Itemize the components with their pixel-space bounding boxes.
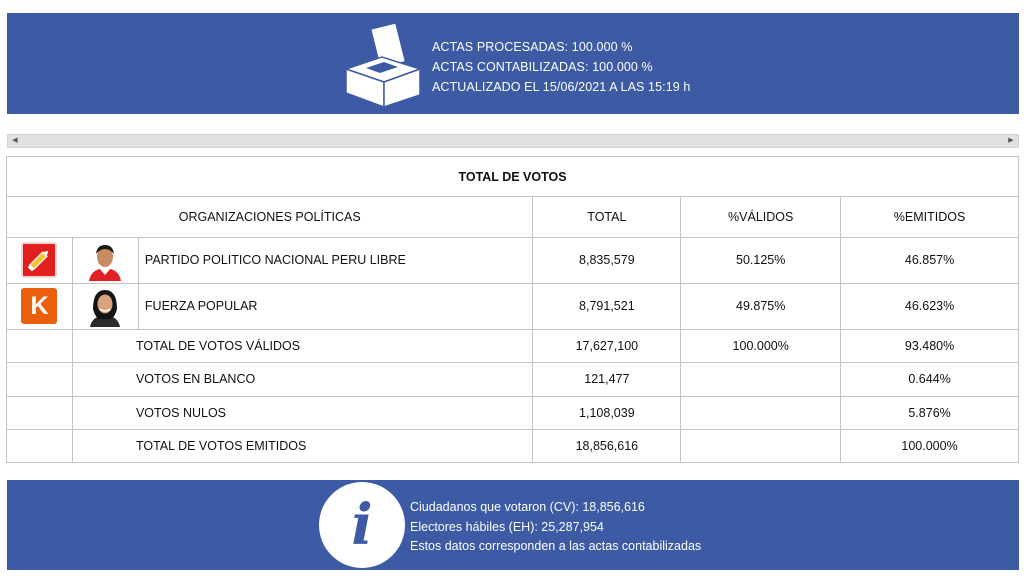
summary-pct-emitidos: 100.000% — [841, 429, 1019, 462]
ciudadanos-votaron: Ciudadanos que votaron (CV): 18,856,616 — [410, 500, 645, 514]
party-logo-cell — [7, 237, 73, 283]
summary-pct-emitidos: 5.876% — [841, 396, 1019, 429]
table-row — [7, 237, 1019, 283]
party-name: PARTIDO POLITICO NACIONAL PERU LIBRE — [138, 237, 533, 283]
triangle-left-icon[interactable]: ◀ — [12, 137, 18, 144]
party-pct-validos: 49.875% — [681, 283, 841, 329]
bottom-banner — [7, 480, 1019, 570]
horizontal-scrollbar[interactable] — [7, 134, 1019, 148]
candidate-photo-icon — [85, 239, 125, 281]
table-title: TOTAL DE VOTOS — [7, 157, 1019, 197]
empty-logo-cell — [7, 429, 73, 462]
table-header-row — [7, 197, 1019, 237]
electores-habiles: Electores hábiles (EH): 25,287,954 — [410, 519, 604, 534]
datos-nota: Estos datos corresponden a las actas contabilizadas — [410, 539, 702, 553]
summary-total: 1,108,039 — [533, 396, 681, 429]
party-logo-cell — [7, 283, 73, 329]
table-row — [7, 396, 1019, 429]
empty-logo-cell — [7, 396, 73, 429]
summary-label: TOTAL DE VOTOS EMITIDOS — [72, 429, 532, 462]
party-pct-emitidos: 46.857% — [841, 237, 1019, 283]
summary-label: VOTOS NULOS — [72, 396, 532, 429]
results-table — [6, 156, 1019, 463]
actualizado-timestamp: ACTUALIZADO EL 15/06/2021 A LAS 15:19 h — [432, 80, 691, 94]
actas-contabilizadas: ACTAS CONTABILIZADAS: 100.000 % — [432, 60, 653, 74]
table-row — [7, 283, 1019, 329]
summary-label: TOTAL DE VOTOS VÁLIDOS — [72, 330, 532, 363]
col-header-emitidos: %EMITIDOS — [841, 197, 1019, 237]
actas-procesadas: ACTAS PROCESADAS: 100.000 % — [432, 40, 633, 54]
ballot-box-icon — [340, 21, 426, 109]
summary-pct-validos: 100.000% — [681, 330, 841, 363]
candidate-photo-icon — [85, 285, 125, 327]
top-banner — [7, 13, 1019, 114]
table-row — [7, 429, 1019, 462]
banner-status-text — [432, 37, 690, 97]
table-title-row — [7, 157, 1019, 197]
table-row — [7, 363, 1019, 396]
triangle-right-icon[interactable]: ▶ — [1008, 137, 1014, 144]
col-header-organizaciones: ORGANIZACIONES POLÍTICAS — [7, 197, 533, 237]
party-pct-emitidos: 46.623% — [841, 283, 1019, 329]
candidate-photo-cell — [72, 237, 138, 283]
empty-logo-cell — [7, 330, 73, 363]
footer-info-text — [410, 498, 701, 557]
summary-pct-validos — [681, 396, 841, 429]
summary-total: 17,627,100 — [533, 330, 681, 363]
col-header-total: TOTAL — [533, 197, 681, 237]
party-name: FUERZA POPULAR — [138, 283, 533, 329]
summary-label: VOTOS EN BLANCO — [72, 363, 532, 396]
info-icon: i — [319, 482, 405, 568]
summary-total: 18,856,616 — [533, 429, 681, 462]
summary-pct-validos — [681, 429, 841, 462]
party-total: 8,791,521 — [533, 283, 681, 329]
summary-pct-emitidos: 0.644% — [841, 363, 1019, 396]
k-logo-letter: K — [30, 292, 49, 321]
party-pct-validos: 50.125% — [681, 237, 841, 283]
summary-total: 121,477 — [533, 363, 681, 396]
empty-logo-cell — [7, 363, 73, 396]
table-row — [7, 330, 1019, 363]
pencil-logo-icon — [21, 242, 57, 278]
summary-pct-emitidos: 93.480% — [841, 330, 1019, 363]
candidate-photo-cell — [72, 283, 138, 329]
k-logo-icon — [21, 288, 57, 324]
summary-pct-validos — [681, 363, 841, 396]
col-header-validos: %VÁLIDOS — [681, 197, 841, 237]
party-total: 8,835,579 — [533, 237, 681, 283]
